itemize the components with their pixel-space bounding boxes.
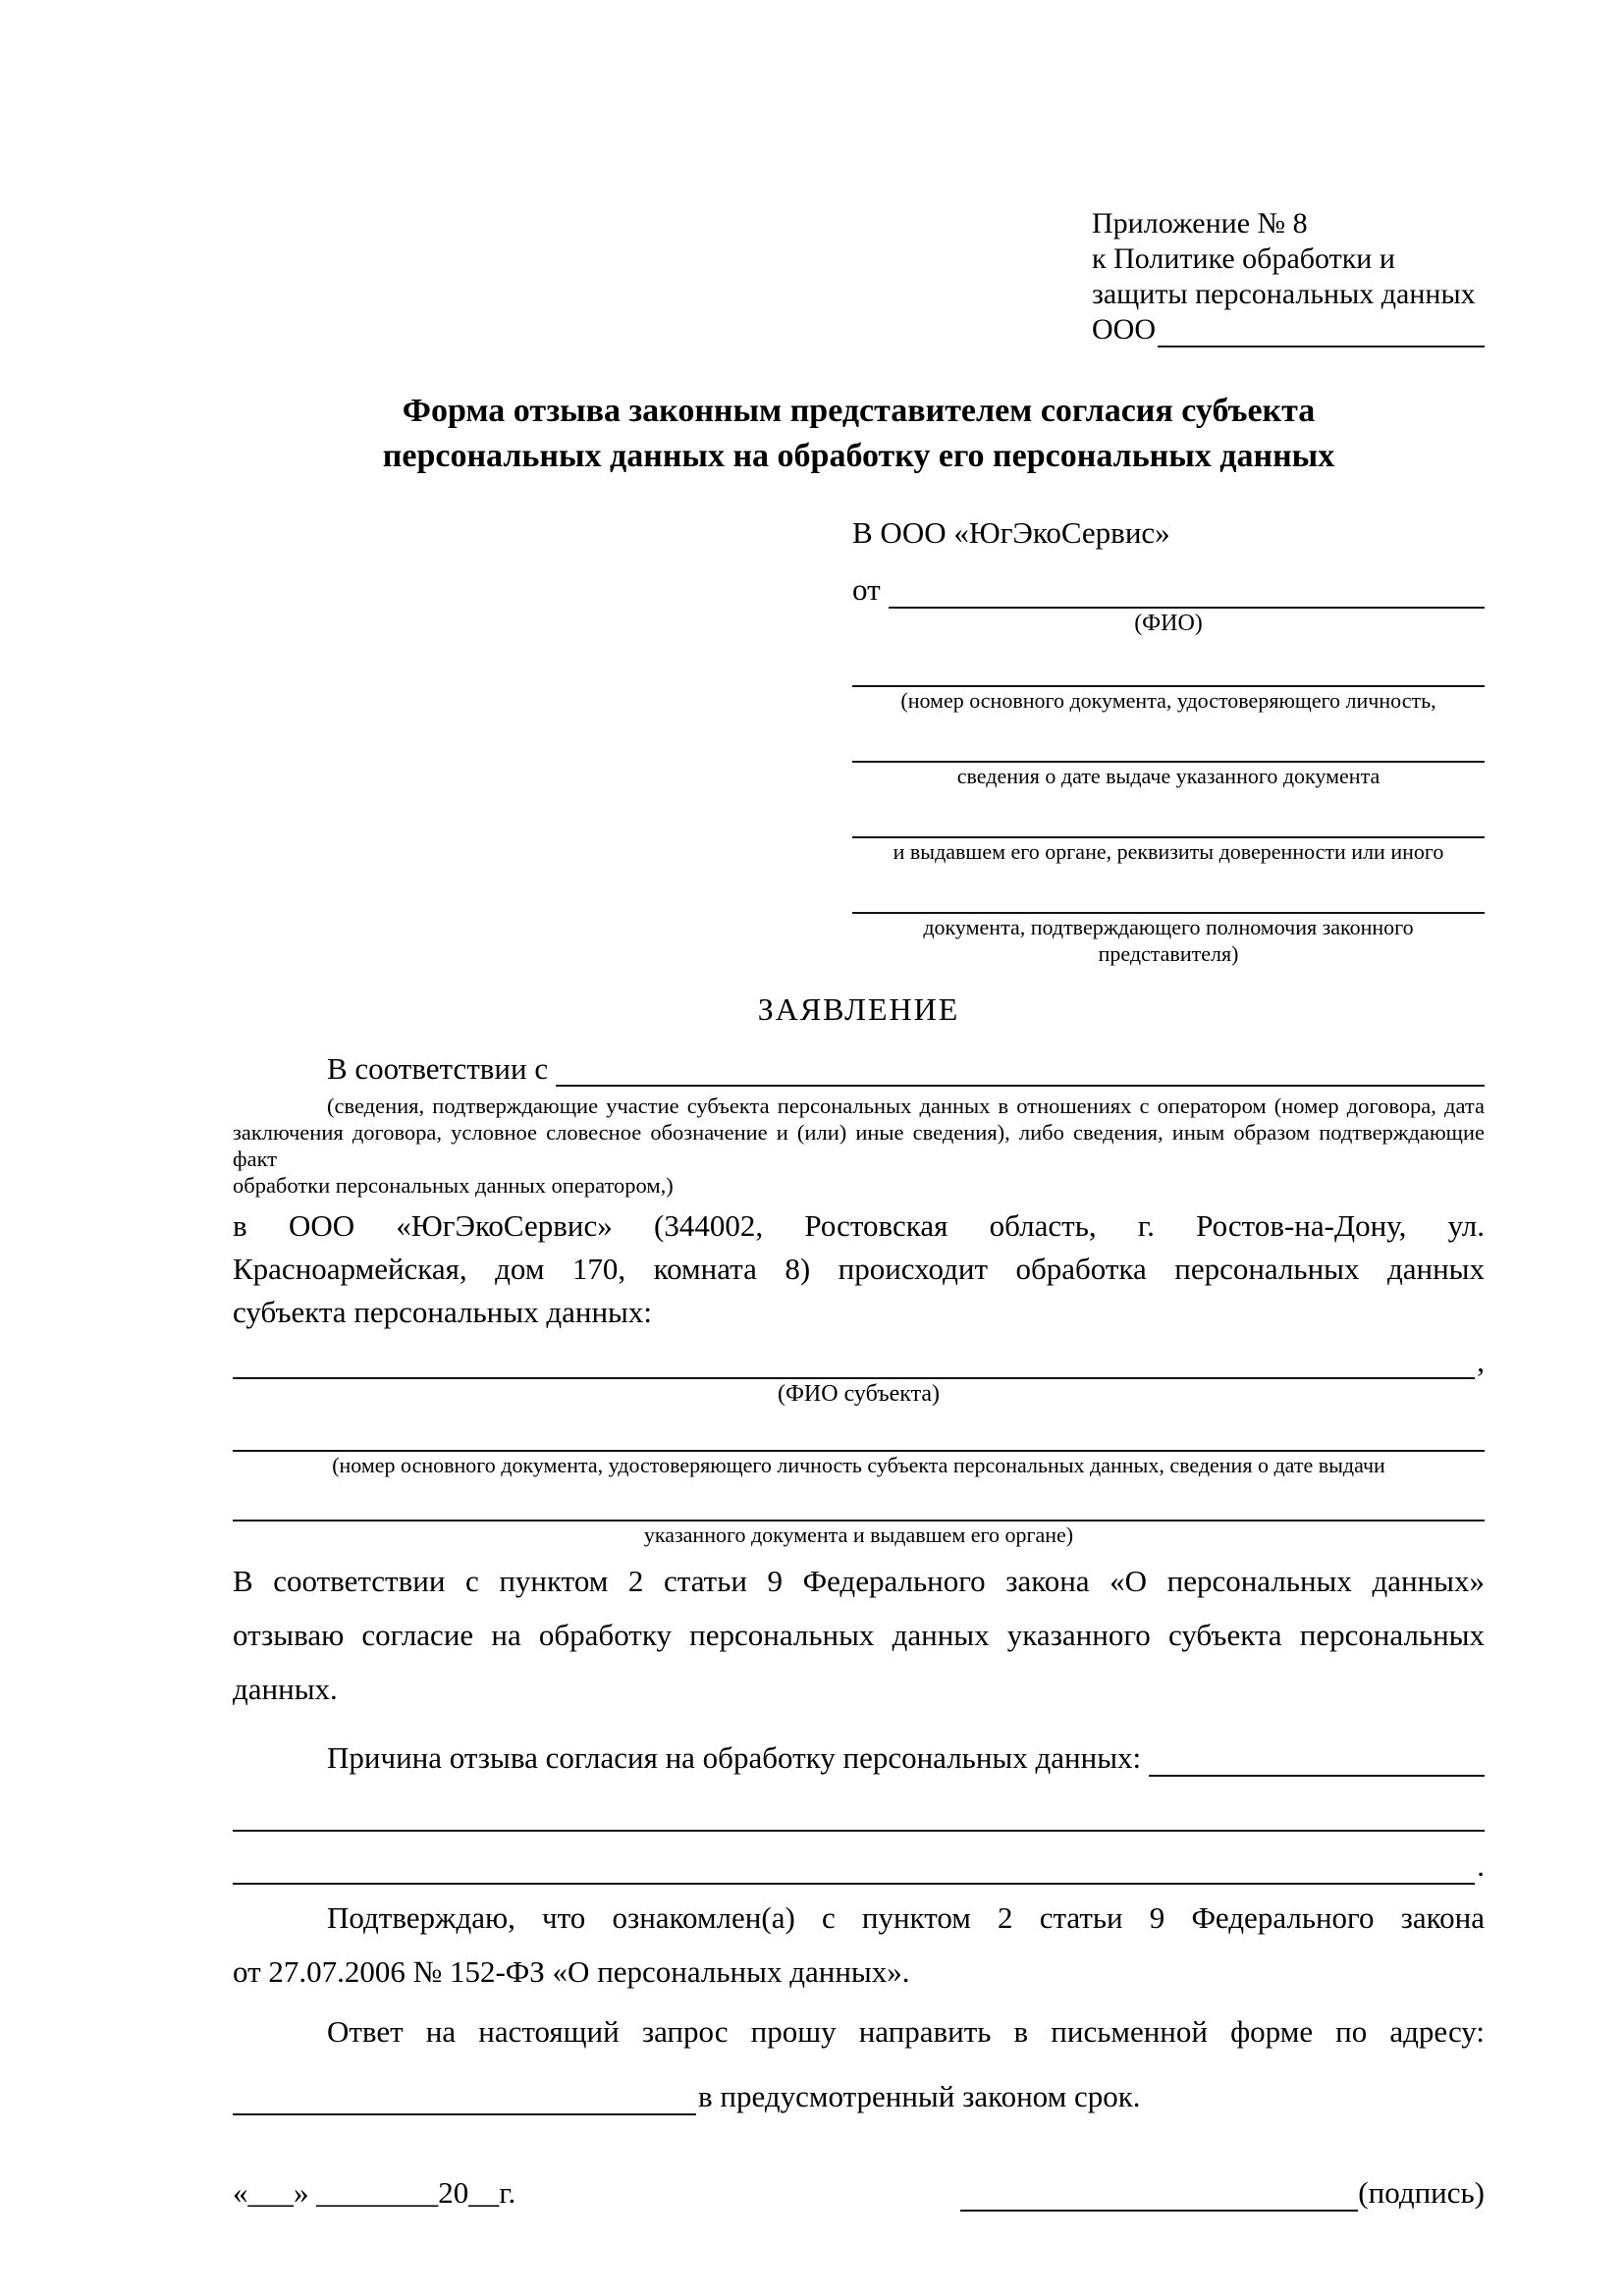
- appendix-header: [1092, 206, 1485, 347]
- document-title-line-2: персональных данных на обработку его персональных данных: [382, 438, 1335, 474]
- company-name-row: [1092, 312, 1485, 347]
- confirm-paragraph-line-2: от 27.07.2006 № 152-ФЗ «О персональных данных».: [233, 1954, 910, 1990]
- subject-doc-caption-2: указанного документа и выдавшем его органе): [643, 1522, 1074, 1548]
- confirm-paragraph: [233, 1891, 1485, 1999]
- in-accordance-label: В соответствии с: [327, 1050, 549, 1086]
- reason-end-period: .: [1477, 1848, 1485, 1884]
- reason-fill-line-short[interactable]: [1149, 1771, 1485, 1777]
- signature-caption: (подпись): [1358, 2175, 1485, 2211]
- basis-note-line-2: заключения договора, условное словесное обозначение и (или) иные сведения), либо сведения, иным образом подтверждающие факт: [233, 1120, 1485, 1172]
- reply-paragraph-line-1: Ответ на настоящий запрос прошу направить в письменной форме по адресу:: [327, 2014, 1485, 2050]
- document-title: [233, 389, 1485, 479]
- operator-paragraph-line-1: в ООО «ЮгЭкоСервис» (344002, Ростовская область, г. Ростов-на-Дону, ул.: [233, 1208, 1485, 1244]
- reason-row: [327, 1739, 1485, 1777]
- reason-fill-row-2: [233, 1832, 1485, 1885]
- operator-paragraph-line-2: Красноармейская, дом 170, комната 8) происходит обработка персональных данных: [233, 1252, 1485, 1287]
- appendix-line-3: защиты персональных данных: [1092, 278, 1476, 310]
- addressee-company: В ООО «ЮгЭкоСервис»: [852, 515, 1170, 550]
- basis-note-line-3: обработки персональных данных оператором,): [233, 1173, 674, 1199]
- appendix-line-1: Приложение № 8: [1092, 207, 1308, 240]
- reason-label: Причина отзыва согласия на обработку персональных данных:: [327, 1740, 1142, 1776]
- representative-name-fill-line[interactable]: [889, 603, 1485, 609]
- withdraw-paragraph: [233, 1554, 1485, 1716]
- statement-heading: ЗАЯВЛЕНИЕ: [757, 990, 960, 1027]
- from-row: [852, 571, 1485, 609]
- signature-fill-line[interactable]: [960, 2206, 1358, 2212]
- representative-doc-fill-line-1[interactable]: [852, 638, 1485, 687]
- document-title-line-1: Форма отзыва законным представителем согласия субъекта: [402, 393, 1316, 429]
- withdraw-paragraph-line-1: В соответствии с пунктом 2 статьи 9 Федерального закона «О персональных данных»: [233, 1564, 1485, 1599]
- representative-doc-fill-line-3[interactable]: [852, 789, 1485, 838]
- subject-fio-comma: ,: [1477, 1343, 1485, 1378]
- withdraw-paragraph-line-3: данных.: [233, 1672, 338, 1707]
- company-prefix: ООО: [1092, 313, 1156, 346]
- basis-note: [233, 1093, 1485, 1199]
- company-name-fill-line[interactable]: [1158, 342, 1485, 347]
- reply-tail-text: в предусмотренный законом срок.: [698, 2079, 1141, 2114]
- operator-paragraph-line-3: субъекта персональных данных:: [233, 1295, 652, 1330]
- doc-caption-3: и выдавшем его органе, реквизиты доверенности или иного: [893, 838, 1444, 864]
- subject-fio-row: [233, 1343, 1485, 1379]
- doc-caption-4: документа, подтверждающего полномочия законного представителя): [923, 914, 1414, 966]
- date-blank[interactable]: «___» ________20__г.: [233, 2175, 516, 2211]
- doc-caption-1: (номер основного документа, удостоверяющего личность,: [900, 687, 1436, 713]
- doc-caption-2: сведения о дате выдаче указанного документа: [956, 763, 1380, 788]
- from-label: от: [852, 571, 881, 607]
- fio-caption: (ФИО): [1134, 610, 1203, 636]
- addressee-block: [852, 514, 1485, 967]
- reply-address-row: [233, 2068, 1485, 2115]
- in-accordance-row: [327, 1050, 1485, 1088]
- representative-doc-fill-line-2[interactable]: [852, 714, 1485, 763]
- basis-fill-line[interactable]: [556, 1081, 1485, 1087]
- representative-doc-fill-line-4[interactable]: [852, 865, 1485, 914]
- operator-paragraph: [233, 1204, 1485, 1334]
- confirm-paragraph-line-1: Подтверждаю, что ознакомлен(а) с пунктом 2 статьи 9 Федерального закона: [327, 1900, 1485, 1936]
- signature-group: [960, 2174, 1485, 2212]
- subject-doc-row-1: [233, 1422, 1485, 1452]
- footer-row: [233, 2174, 1485, 2212]
- subject-doc-caption-1: (номер основного документа, удостоверяющего личность субъекта персональных данных, сведения о дате выдачи: [332, 1453, 1385, 1478]
- reason-fill-line-1[interactable]: [233, 1777, 1485, 1832]
- reply-paragraph: [233, 2004, 1485, 2058]
- reply-address-fill-line[interactable]: [233, 2109, 696, 2115]
- appendix-line-2: к Политике обработки и: [1092, 242, 1395, 275]
- subject-fio-caption: (ФИО субъекта): [777, 1381, 941, 1408]
- reason-fill-line-2[interactable]: [233, 1879, 1475, 1885]
- withdraw-paragraph-line-2: отзываю согласие на обработку персональных данных указанного субъекта персональных: [233, 1618, 1485, 1653]
- subject-doc-row-2: [233, 1492, 1485, 1522]
- basis-note-line-1: (сведения, подтверждающие участие субъекта персональных данных в отношениях с оператором (номер договора, дата: [327, 1094, 1485, 1119]
